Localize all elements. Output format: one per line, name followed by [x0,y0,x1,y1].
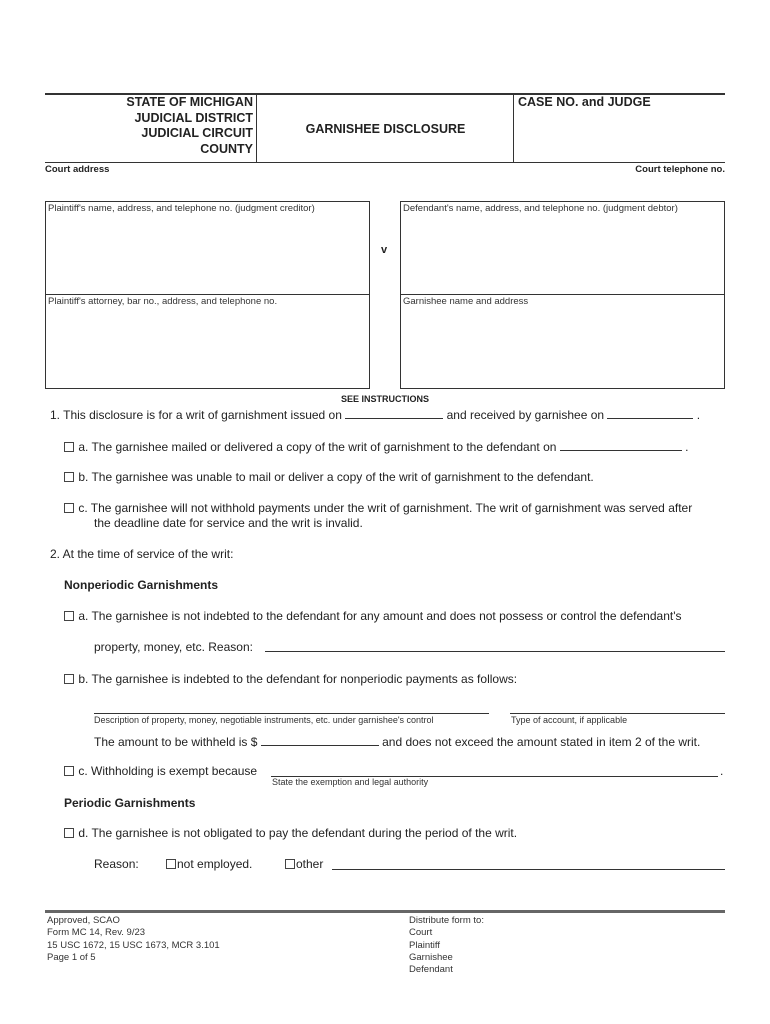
item-2a-reason-label: property, money, etc. Reason: [94,640,253,654]
item-2a-line [64,609,682,624]
form-number: Form MC 14, Rev. 9/23 [47,927,146,939]
item-2c-line [64,764,257,779]
plaintiff-box-divider [45,294,370,295]
writ-issued-date-field[interactable] [345,407,443,419]
form-title: GARNISHEE DISCLOSURE [305,122,466,136]
state-label: STATE OF MICHIGAN [126,95,253,109]
not-employed-checkbox[interactable] [166,859,176,869]
item-2c-text: c. Withholding is exempt because [78,764,258,778]
item-2d-text: d. The garnishee is not obligated to pay the defendant during the period of the writ. [78,826,518,840]
item-2c-checkbox[interactable] [64,766,74,776]
circuit-label: JUDICIAL CIRCUIT [141,126,253,140]
item-2c-end: . [720,764,724,778]
county-label: COUNTY [200,141,253,156]
footer-distribution [409,915,484,976]
item-1b-text: b. The garnishee was unable to mail or deliver a copy of the writ of garnishment to the defendant. [78,470,594,484]
item-1c-line-2: the deadline date for service and the writ is invalid. [94,516,363,530]
defendant-box-divider [400,294,725,295]
item-2d-line [64,826,517,841]
item-2b-account-type-field[interactable] [510,713,725,714]
other-option [285,857,323,872]
item-2a-reason-line [94,640,253,655]
item-2a-text: a. The garnishee is not indebted to the defendant for any amount and does not possess or control the defendant's [78,609,682,623]
nonperiodic-heading: Nonperiodic Garnishments [64,578,219,592]
periodic-heading: Periodic Garnishments [64,796,196,810]
amount-line [94,734,700,750]
case-no-field[interactable]: CASE NO. and JUDGE [518,95,651,109]
header-bottom-rule [45,162,725,163]
not-employed-label: not employed. [177,857,253,871]
amount-text-b: and does not exceed the amount stated in item 2 of the writ. [382,735,701,749]
defendant-label: Defendant's name, address, and telephone no. (judgment debtor) [403,203,678,214]
garnishee-label: Garnishee name and address [403,296,529,307]
other-label: other [296,857,324,871]
not-employed-option [166,857,252,872]
item-2b-account-type-caption: Type of account, if applicable [511,715,628,725]
item-2b-line [64,672,517,687]
item-2d-checkbox[interactable] [64,828,74,838]
distribute-court: Court [409,927,433,939]
distribute-garnishee: Garnishee [409,951,453,963]
plaintiff-attorney-label: Plaintiff's attorney, bar no., address, and telephone no. [48,296,278,307]
see-instructions: SEE INSTRUCTIONS [340,394,429,404]
distribute-label: Distribute form to: [409,915,484,926]
district-label: JUDICIAL DISTRICT [134,110,253,125]
court-address-label: Court address [45,164,110,175]
versus-label: v [381,244,388,256]
reason-label: Reason: [94,857,139,871]
item-1c-line [64,501,692,516]
court-phone-label: Court telephone no. [635,164,725,175]
item-2b-description-field[interactable] [94,713,489,714]
item-1c-text: c. The garnishee will not withhold payments under the writ of garnishment. The writ of garnishment was served after [78,501,693,515]
item-2-intro: 2. At the time of service of the writ: [50,547,234,561]
item-1c-checkbox[interactable] [64,503,74,513]
plaintiff-box[interactable] [45,201,370,389]
distribute-plaintiff: Plaintiff [409,939,440,951]
writ-received-date-field[interactable] [607,407,693,419]
footer-left [47,915,220,964]
other-checkbox[interactable] [285,859,295,869]
item-2b-description-caption: Description of property, money, negotiable instruments, etc. under garnishee's control [94,715,434,725]
item-1-line [50,407,700,423]
statutes-label: 15 USC 1672, 15 USC 1673, MCR 3.101 [47,939,220,951]
item-1a-line [64,439,688,455]
other-reason-field[interactable] [332,869,725,870]
item-2b-text: b. The garnishee is indebted to the defendant for nonperiodic payments as follows: [78,672,518,686]
item-2a-checkbox[interactable] [64,611,74,621]
court-identification [45,95,253,157]
item-1a-date-field[interactable] [560,439,682,451]
item-1-text-b: and received by garnishee on [446,408,605,422]
page-number: Page 1 of 5 [47,951,96,963]
item-1-end: . [696,408,701,422]
item-1-text-a: 1. This disclosure is for a writ of garnishment issued on [50,408,342,422]
amount-text-a: The amount to be withheld is $ [94,735,258,749]
plaintiff-label: Plaintiff's name, address, and telephone no. (judgment creditor) [48,203,315,214]
footer-rule [45,910,725,913]
header-divider-1 [256,93,257,163]
distribute-defendant: Defendant [409,964,453,976]
item-2b-checkbox[interactable] [64,674,74,684]
item-1a-end: . [685,440,689,454]
item-2a-reason-field[interactable] [265,651,725,652]
approved-label: Approved, SCAO [47,915,120,926]
item-2c-caption: State the exemption and legal authority [272,777,429,787]
item-1a-checkbox[interactable] [64,442,74,452]
amount-withheld-field[interactable] [261,734,379,746]
item-1a-text: a. The garnishee mailed or delivered a copy of the writ of garnishment to the defendant on [78,440,557,454]
header-divider-2 [513,93,514,163]
item-1b-checkbox[interactable] [64,472,74,482]
defendant-box[interactable] [400,201,725,389]
item-1b-line [64,470,594,485]
